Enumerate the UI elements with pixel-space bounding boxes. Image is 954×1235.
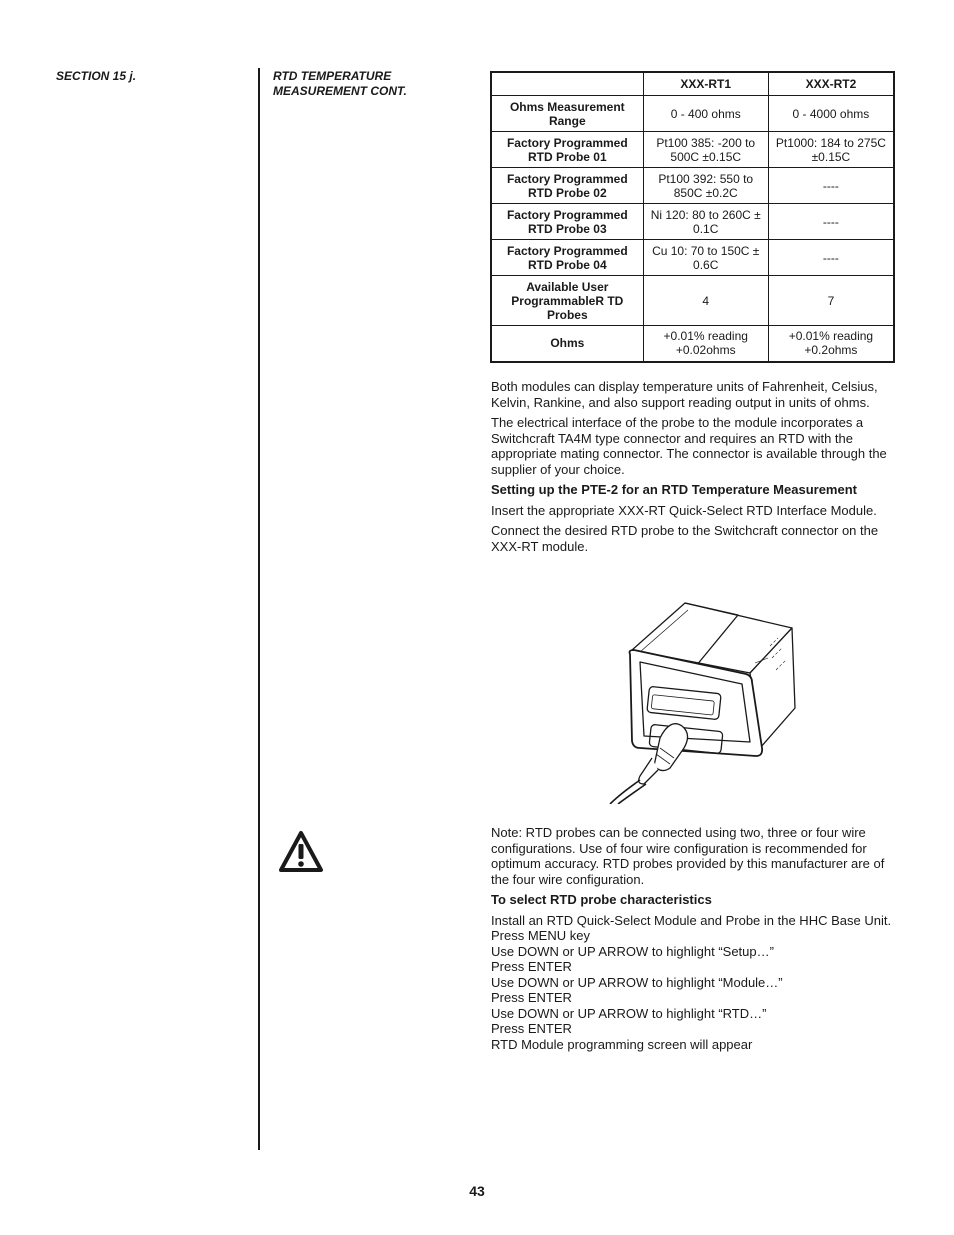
paragraph-units: Both modules can display temperature units of Fahrenheit, Celsius, Kelvin, Rankine, and also support reading output in units of ohms. xyxy=(491,379,878,410)
paragraph-insert: Insert the appropriate XXX-RT Quick-Select RTD Interface Module. xyxy=(491,502,877,518)
table-row xyxy=(491,276,894,326)
table-cell: Cu 10: 70 to 150C ± 0.6C xyxy=(643,240,768,276)
note-paragraph: Note: RTD probes can be connected using two, three or four wire configurations. Use of four wire configuration is recommended for optimum accuracy. RTD probes provided by this manufacturer are of the four wire configuration. xyxy=(491,825,885,887)
setup-heading: Setting up the PTE-2 for an RTD Temperature Measurement xyxy=(491,482,857,497)
warning-triangle-icon xyxy=(278,830,324,874)
table-row xyxy=(491,326,894,362)
table-row-label: Factory Programmed RTD Probe 03 xyxy=(491,204,643,240)
table-header-row xyxy=(491,72,894,96)
list-item: Use DOWN or UP ARROW to highlight “Module…” xyxy=(491,974,783,990)
table-row-label: Factory Programmed RTD Probe 01 xyxy=(491,132,643,168)
table-header-rt2: XXX-RT2 xyxy=(768,72,894,96)
table-cell: +0.01% reading +0.02ohms xyxy=(643,326,768,362)
section-title: RTD TEMPERATURE MEASUREMENT CONT. xyxy=(273,69,407,98)
table-row xyxy=(491,240,894,276)
table-header-blank xyxy=(491,72,643,96)
list-item: Press ENTER xyxy=(491,990,572,1005)
rtd-module-illustration xyxy=(600,598,800,804)
list-item: Install an RTD Quick-Select Module and Probe in the HHC Base Unit. xyxy=(491,912,892,928)
note-and-steps xyxy=(491,825,901,1052)
table-cell: Ni 120: 80 to 260C ± 0.1C xyxy=(643,204,768,240)
table-cell: Pt100 392: 550 to 850C ±0.2C xyxy=(643,168,768,204)
table-cell: ---- xyxy=(768,168,894,204)
intro-text xyxy=(491,379,901,559)
vertical-divider xyxy=(258,68,260,1150)
table-cell: ---- xyxy=(768,240,894,276)
table-cell: 7 xyxy=(768,276,894,326)
list-item: Use DOWN or UP ARROW to highlight “Setup…” xyxy=(491,943,774,959)
table-row-label: Ohms xyxy=(491,326,643,362)
paragraph-interface: The electrical interface of the probe to the module incorporates a Switchcraft TA4M type connector and requires an RTD with the appropriate mating connector. The connector is available through the supplier of your choice. xyxy=(491,415,887,477)
table-cell: Pt1000: 184 to 275C ±0.15C xyxy=(768,132,894,168)
select-heading: To select RTD probe characteristics xyxy=(491,892,712,907)
table-row xyxy=(491,204,894,240)
list-item: RTD Module programming screen will appear xyxy=(491,1036,753,1052)
section-label: SECTION 15 j. xyxy=(56,69,137,83)
table-row xyxy=(491,96,894,132)
paragraph-connect: Connect the desired RTD probe to the Switchcraft connector on the XXX-RT module. xyxy=(491,523,879,554)
list-item: Press ENTER xyxy=(491,959,572,974)
table-row-label: Available User ProgrammableR TD Probes xyxy=(491,276,643,326)
table-row xyxy=(491,132,894,168)
table-cell: Pt100 385: -200 to 500C ±0.15C xyxy=(643,132,768,168)
table-cell: 0 - 4000 ohms xyxy=(768,96,894,132)
table-row-label: Ohms Measurement Range xyxy=(491,96,643,132)
list-item: Press MENU key xyxy=(491,928,590,943)
steps-list xyxy=(491,913,901,1053)
table-row xyxy=(491,168,894,204)
table-cell: ---- xyxy=(768,204,894,240)
table-header-rt1: XXX-RT1 xyxy=(643,72,768,96)
list-item: Press ENTER xyxy=(491,1021,572,1036)
page-number: 43 xyxy=(469,1183,485,1199)
table-row-label: Factory Programmed RTD Probe 04 xyxy=(491,240,643,276)
table-cell: 4 xyxy=(643,276,768,326)
table-cell: +0.01% reading +0.2ohms xyxy=(768,326,894,362)
rtd-spec-table xyxy=(490,71,895,363)
table-cell: 0 - 400 ohms xyxy=(643,96,768,132)
table-row-label: Factory Programmed RTD Probe 02 xyxy=(491,168,643,204)
list-item: Use DOWN or UP ARROW to highlight “RTD…” xyxy=(491,1005,767,1021)
